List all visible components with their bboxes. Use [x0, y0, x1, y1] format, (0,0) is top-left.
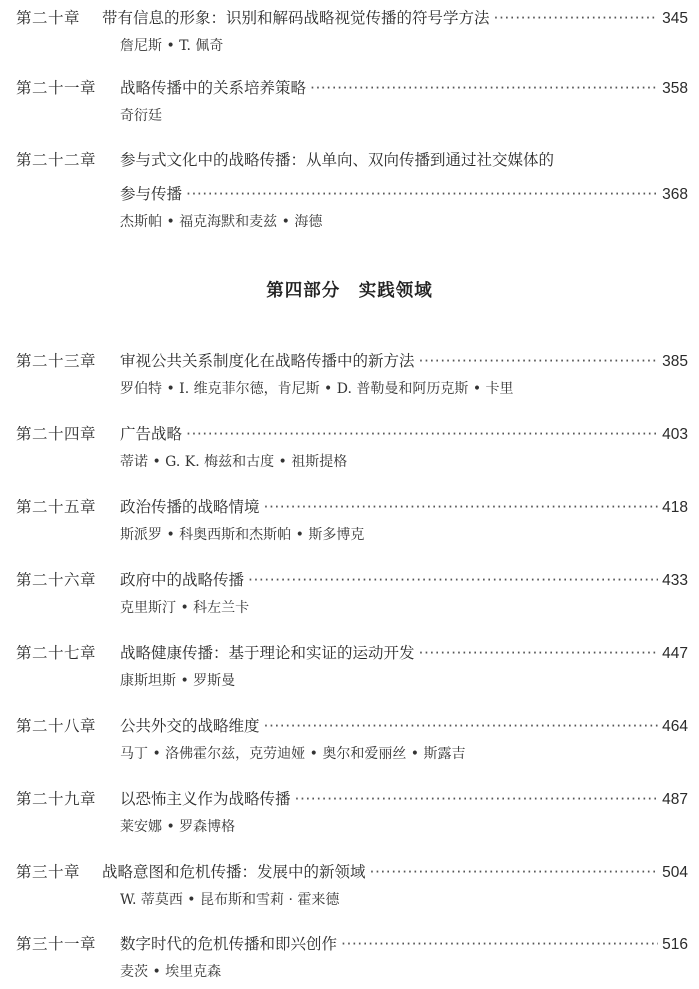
- toc-entry-ch25[interactable]: [16, 495, 688, 547]
- toc-entry-ch28[interactable]: [16, 714, 688, 766]
- toc-entry-ch30[interactable]: [16, 860, 688, 912]
- page-number: 516: [662, 936, 688, 953]
- dot-leader: [419, 349, 659, 373]
- chapter-authors: 蒂诺 • G. K. 梅兹和古度 • 祖斯提格: [120, 454, 348, 470]
- chapter-authors: 罗伯特 • I. 维克菲尔德，肯尼斯 • D. 普勒曼和阿历克斯 • 卡里: [120, 381, 514, 397]
- chapter-number: 第二十一章: [16, 79, 97, 97]
- chapter-authors: 詹尼斯 • T. 佩奇: [120, 38, 224, 54]
- dot-leader: [494, 6, 659, 30]
- dot-leader: [264, 495, 659, 519]
- page-number: 433: [662, 572, 688, 589]
- toc-entry-ch22[interactable]: [16, 148, 688, 234]
- chapter-authors: 莱安娜 • 罗森博格: [120, 819, 236, 835]
- chapter-number: 第三十一章: [16, 935, 97, 953]
- dot-leader: [370, 860, 659, 884]
- toc-entry-ch27[interactable]: [16, 641, 688, 693]
- chapter-number: 第二十九章: [16, 790, 97, 808]
- page-number: 368: [662, 186, 688, 203]
- chapter-number: 第二十八章: [16, 717, 97, 735]
- chapter-number: 第二十二章: [16, 151, 97, 169]
- page-number: 504: [662, 864, 688, 881]
- dot-leader: [341, 932, 658, 956]
- page-number: 358: [662, 80, 688, 97]
- chapter-number: 第二十七章: [16, 644, 97, 662]
- chapter-title: 带有信息的形象：识别和解码战略视觉传播的符号学方法: [102, 9, 490, 27]
- page-number: 464: [662, 718, 688, 735]
- chapter-number: 第二十四章: [16, 425, 97, 443]
- toc-entry-ch29[interactable]: [16, 787, 688, 839]
- page-number: 345: [662, 10, 688, 27]
- chapter-title: 公共外交的战略维度: [120, 717, 260, 735]
- dot-leader: [186, 422, 658, 446]
- dot-leader: [310, 76, 658, 100]
- dot-leader: [264, 714, 659, 738]
- toc-entry-ch20[interactable]: [16, 6, 688, 58]
- chapter-authors: 麦茨 • 埃里克森: [120, 964, 222, 980]
- chapter-title: 战略意图和危机传播：发展中的新领域: [102, 863, 366, 881]
- chapter-authors: 奇衍廷: [120, 108, 162, 124]
- toc-entry-ch24[interactable]: [16, 422, 688, 474]
- dot-leader: [248, 568, 658, 592]
- chapter-number: 第二十六章: [16, 571, 97, 589]
- chapter-title: 战略健康传播：基于理论和实证的运动开发: [120, 644, 415, 662]
- chapter-number: 第三十章: [16, 863, 81, 881]
- part-heading: 第四部分 实践领域: [266, 281, 433, 301]
- chapter-number: 第二十三章: [16, 352, 97, 370]
- chapter-title: 战略传播中的关系培养策略: [120, 79, 307, 97]
- toc-entry-ch31[interactable]: [16, 932, 688, 984]
- dot-leader: [419, 641, 659, 665]
- chapter-number: 第二十五章: [16, 498, 97, 516]
- chapter-authors: W. 蒂莫西 • 昆布斯和雪莉 · 霍来德: [120, 892, 340, 908]
- chapter-title: 政治传播的战略情境: [120, 498, 260, 516]
- chapter-title: 广告战略: [120, 425, 183, 443]
- chapter-authors: 斯派罗 • 科奥西斯和杰斯帕 • 斯多博克: [120, 527, 365, 543]
- page-number: 385: [662, 353, 688, 370]
- page-number: 418: [662, 499, 688, 516]
- chapter-title: 参与式文化中的战略传播：从单向、双向传播到通过社交媒体的: [120, 151, 555, 169]
- page-number: 487: [662, 791, 688, 808]
- chapter-title: 政府中的战略传播: [120, 571, 245, 589]
- dot-leader: [186, 182, 658, 206]
- chapter-number: 第二十章: [16, 9, 81, 27]
- chapter-authors: 马丁 • 洛佛霍尔兹，克劳迪娅 • 奥尔和爱丽丝 • 斯露吉: [120, 746, 466, 762]
- toc-entry-ch21[interactable]: [16, 76, 688, 128]
- chapter-title: 以恐怖主义作为战略传播: [120, 790, 291, 808]
- chapter-authors: 杰斯帕 • 福克海默和麦兹 • 海德: [120, 214, 323, 230]
- chapter-authors: 克里斯汀 • 科左兰卡: [120, 600, 250, 616]
- chapter-title: 审视公共关系制度化在战略传播中的新方法: [120, 352, 415, 370]
- toc-entry-ch26[interactable]: [16, 568, 688, 620]
- chapter-title-continued: 参与传播: [120, 185, 183, 203]
- chapter-title: 数字时代的危机传播和即兴创作: [120, 935, 338, 953]
- toc-entry-ch23[interactable]: [16, 349, 688, 401]
- chapter-authors: 康斯坦斯 • 罗斯曼: [120, 673, 236, 689]
- page-number: 403: [662, 426, 688, 443]
- dot-leader: [295, 787, 659, 811]
- page-number: 447: [662, 645, 688, 662]
